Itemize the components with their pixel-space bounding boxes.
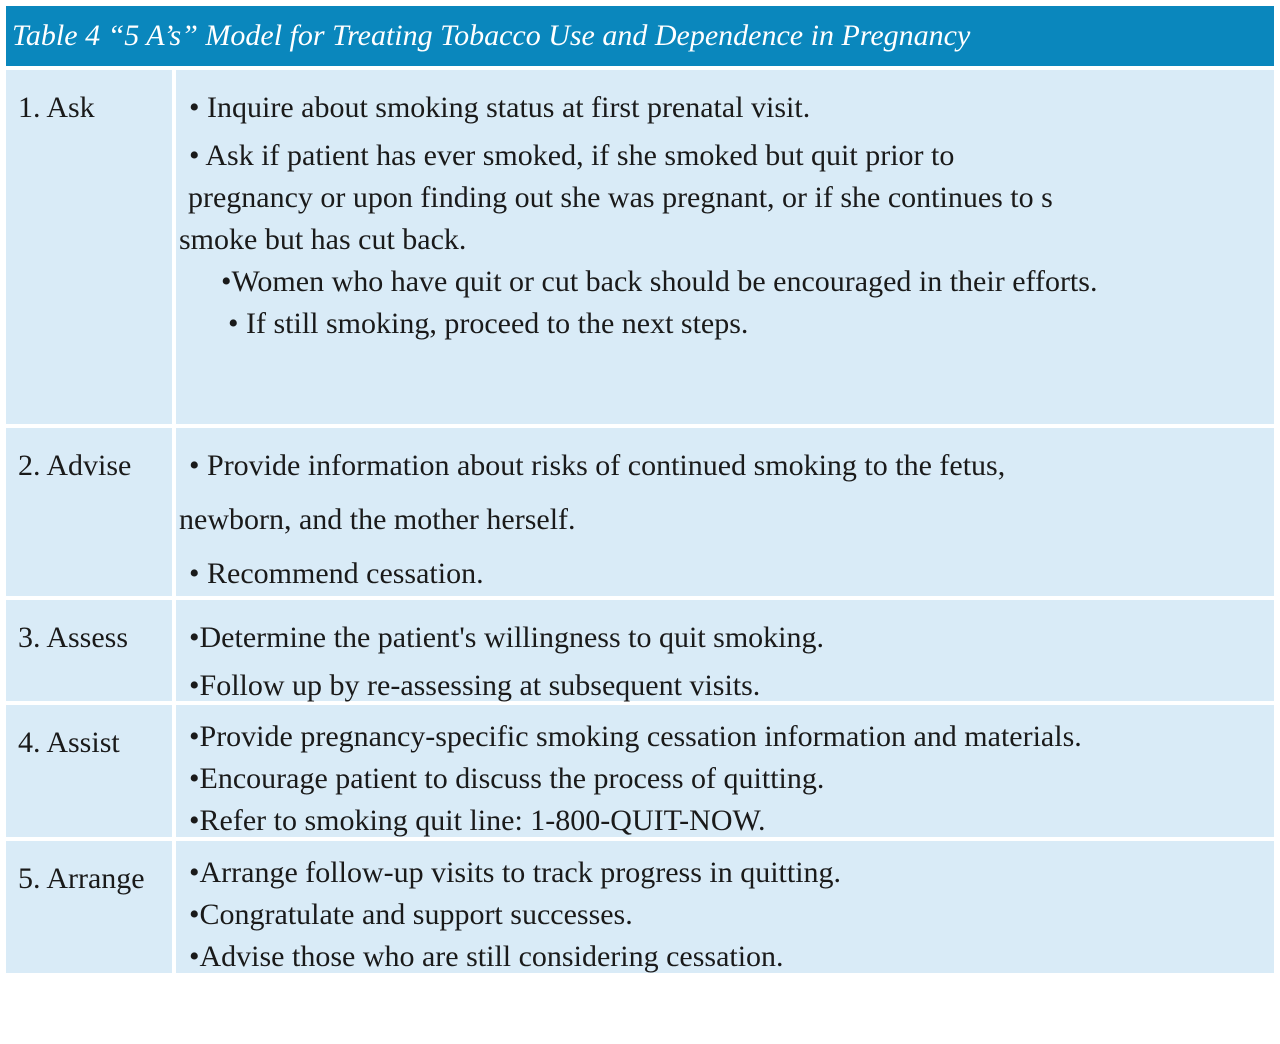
label-cell-arrange (6, 841, 172, 973)
content-cell-assist (176, 705, 1274, 837)
label-cell-assist (6, 705, 172, 837)
list-item: •Determine the patient's willingness to quit smoking. (189, 621, 824, 654)
list-item: •Provide pregnancy-specific smoking cessation information and materials. (189, 720, 1082, 753)
content-cell-arrange (176, 841, 1274, 973)
list-item: •Women who have quit or cut back should be encouraged in their efforts. (221, 265, 1098, 298)
row-label-ask: 1. Ask (18, 91, 95, 124)
list-item: • Inquire about smoking status at first prenatal visit. (189, 91, 811, 124)
list-item: •Congratulate and support successes. (189, 898, 633, 931)
list-item: •Advise those who are still considering cessation. (189, 940, 784, 973)
table-title: Table 4 “5 A’s” Model for Treating Tobacco Use and Dependence in Pregnancy (6, 6, 1274, 66)
list-item: • Recommend cessation. (189, 557, 484, 590)
row-label-advise: 2. Advise (18, 449, 132, 482)
content-cell-advise (176, 428, 1274, 596)
list-item: • Provide information about risks of continued smoking to the fetus, (189, 449, 1006, 482)
content-cell-assess (176, 600, 1274, 701)
list-item: smoke but has cut back. (179, 223, 467, 256)
list-item: •Arrange follow-up visits to track progress in quitting. (189, 856, 842, 889)
label-cell-assess (6, 600, 172, 701)
list-item: pregnancy or upon finding out she was pregnant, or if she continues to s (188, 181, 1053, 214)
list-item: •Refer to smoking quit line: 1-800-QUIT-NOW. (189, 804, 766, 837)
row-label-assess: 3. Assess (18, 621, 129, 654)
label-cell-ask (6, 70, 172, 424)
list-item: •Follow up by re-assessing at subsequent visits. (189, 669, 761, 702)
list-item: • If still smoking, proceed to the next steps. (228, 307, 749, 340)
content-cell-ask (176, 70, 1274, 424)
label-cell-advise (6, 428, 172, 596)
list-item: • Ask if patient has ever smoked, if she smoked but quit prior to (189, 139, 955, 172)
row-label-arrange: 5. Arrange (18, 862, 145, 895)
list-item: newborn, and the mother herself. (179, 503, 576, 536)
row-label-assist: 4. Assist (18, 726, 120, 759)
list-item: •Encourage patient to discuss the process of quitting. (189, 762, 825, 795)
